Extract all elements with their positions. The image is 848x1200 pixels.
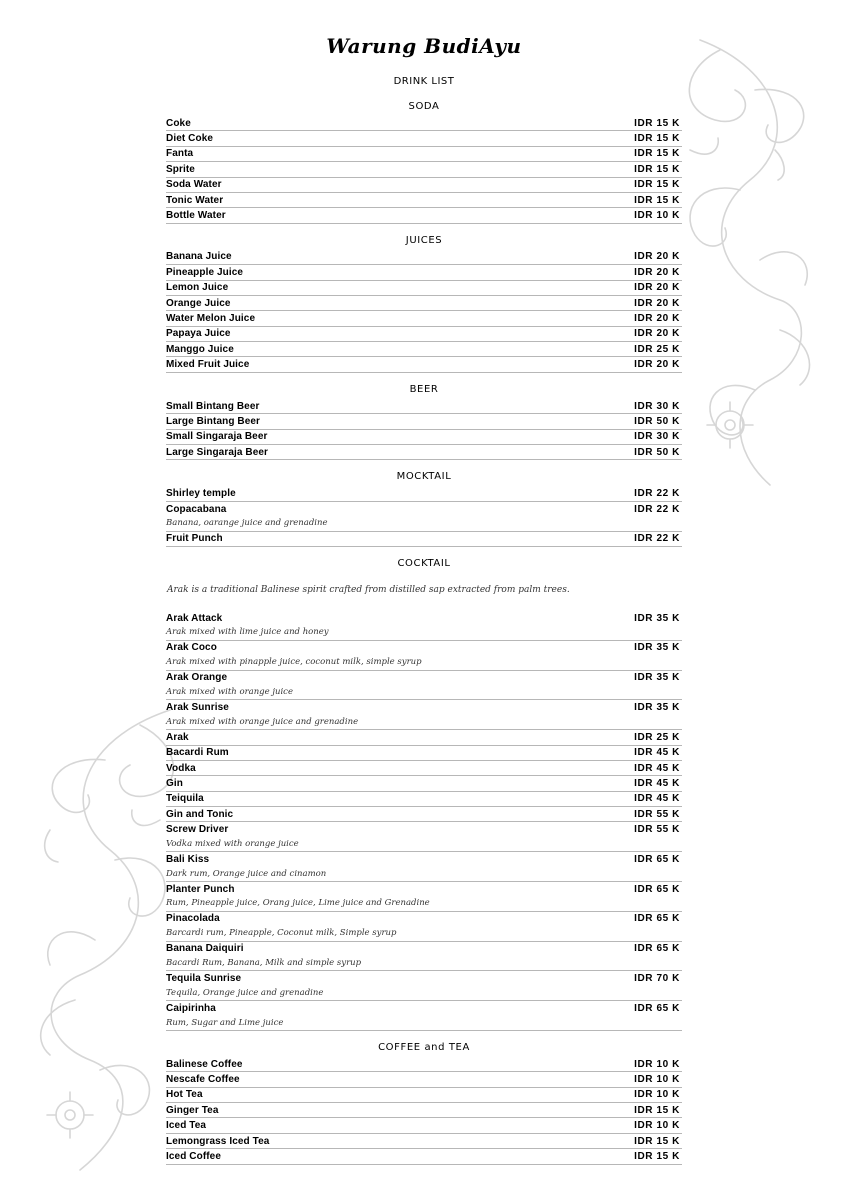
menu-item-row bbox=[166, 486, 682, 500]
menu-item bbox=[166, 1149, 682, 1164]
item-price: IDR 35 K bbox=[634, 672, 680, 684]
item-name: Nescafe Coffee bbox=[166, 1074, 240, 1085]
item-name: Copacabana bbox=[166, 503, 227, 515]
item-price: IDR 20 K bbox=[634, 251, 680, 263]
item-price: IDR 65 K bbox=[634, 883, 680, 895]
menu-item-row bbox=[166, 445, 682, 459]
menu-item-row bbox=[166, 1057, 682, 1071]
item-price: IDR 20 K bbox=[634, 328, 680, 340]
item-price: IDR 65 K bbox=[634, 943, 680, 955]
item-price: IDR 45 K bbox=[634, 747, 680, 759]
menu-item-row bbox=[166, 193, 682, 207]
item-price: IDR 22 K bbox=[634, 488, 680, 500]
item-price: IDR 15 K bbox=[634, 1150, 680, 1162]
menu-item bbox=[166, 502, 682, 532]
section-title: COFFEE and TEA bbox=[378, 1041, 470, 1053]
item-price: IDR 15 K bbox=[634, 179, 680, 191]
menu-item-row bbox=[166, 1072, 682, 1086]
menu-item bbox=[166, 445, 682, 460]
item-name: Soda Water bbox=[166, 179, 222, 191]
item-name: Gin bbox=[166, 777, 183, 789]
item-name: Teiquila bbox=[166, 793, 204, 805]
menu-item bbox=[166, 611, 682, 641]
item-name: Small Singaraja Beer bbox=[166, 431, 268, 443]
menu-item bbox=[166, 430, 682, 445]
menu-item bbox=[166, 1001, 682, 1031]
menu-item bbox=[166, 1057, 682, 1072]
menu-item bbox=[166, 807, 682, 822]
menu-item-row bbox=[166, 882, 682, 896]
section-title: COCKTAIL bbox=[397, 557, 451, 569]
menu-item bbox=[166, 942, 682, 972]
menu-item-row bbox=[166, 1149, 682, 1163]
item-price: IDR 50 K bbox=[634, 415, 680, 427]
menu-item bbox=[166, 1118, 682, 1133]
menu-item bbox=[166, 1072, 682, 1087]
menu-item bbox=[166, 311, 682, 326]
item-price: IDR 15 K bbox=[634, 133, 680, 145]
item-name: Iced Coffee bbox=[166, 1150, 222, 1162]
menu-item bbox=[166, 162, 682, 177]
floral-ornament-icon bbox=[20, 700, 190, 1180]
menu-item bbox=[166, 761, 682, 776]
item-name: Arak Sunrise bbox=[166, 702, 229, 714]
restaurant-name: Warung BudiAyu bbox=[326, 34, 522, 58]
item-description: Vodka mixed with orange juice bbox=[166, 838, 299, 849]
menu-item bbox=[166, 1088, 682, 1103]
item-name: Fanta bbox=[166, 148, 194, 160]
item-price: IDR 35 K bbox=[634, 702, 680, 714]
item-price: IDR 15 K bbox=[634, 148, 680, 160]
section-title: MOCKTAIL bbox=[396, 471, 452, 483]
menu-item-row bbox=[166, 1134, 682, 1148]
item-name: Small Bintang Beer bbox=[166, 400, 260, 412]
item-price: IDR 20 K bbox=[634, 266, 680, 278]
menu-item bbox=[166, 281, 682, 296]
menu-item-row bbox=[166, 792, 682, 806]
menu-item-row bbox=[166, 822, 682, 836]
item-name: Shirley temple bbox=[166, 488, 236, 500]
menu-item bbox=[166, 265, 682, 280]
drink-menu bbox=[166, 100, 682, 1165]
menu-item bbox=[166, 327, 682, 342]
menu-item bbox=[166, 193, 682, 208]
item-price: IDR 25 K bbox=[634, 731, 680, 743]
item-price: IDR 55 K bbox=[634, 808, 680, 820]
item-description: Barcardi rum, Pineapple, Coconut milk, Simple syrup bbox=[166, 928, 397, 939]
menu-item-row bbox=[166, 1118, 682, 1132]
menu-item-row bbox=[166, 265, 682, 279]
menu-item-row bbox=[166, 147, 682, 161]
item-name: Bottle Water bbox=[166, 210, 226, 222]
item-name: Planter Punch bbox=[166, 883, 235, 895]
item-name: Balinese Coffee bbox=[166, 1058, 243, 1070]
item-price: IDR 10 K bbox=[634, 1120, 680, 1132]
item-price: IDR 45 K bbox=[634, 793, 680, 805]
item-price: IDR 45 K bbox=[634, 762, 680, 774]
item-description: Arak mixed with pinapple juice, coconut milk, simple syrup bbox=[166, 657, 422, 668]
menu-item-row bbox=[166, 611, 682, 625]
menu-item bbox=[166, 147, 682, 162]
item-name: Lemon Juice bbox=[166, 282, 229, 294]
item-name: Lemongrass Iced Tea bbox=[166, 1135, 270, 1147]
item-name: Manggo Juice bbox=[166, 343, 234, 355]
item-name: Large Bintang Beer bbox=[166, 415, 261, 427]
item-price: IDR 22 K bbox=[634, 503, 680, 515]
item-price: IDR 45 K bbox=[634, 777, 680, 789]
item-price: IDR 15 K bbox=[634, 1104, 680, 1116]
menu-item bbox=[166, 296, 682, 311]
item-name: Water Melon Juice bbox=[166, 312, 256, 324]
section-title: JUICES bbox=[405, 234, 443, 246]
item-description: Arak mixed with orange juice bbox=[166, 686, 293, 697]
menu-item bbox=[166, 116, 682, 131]
menu-item-row bbox=[166, 746, 682, 760]
menu-item bbox=[166, 852, 682, 882]
item-price: IDR 55 K bbox=[634, 824, 680, 836]
menu-item-row bbox=[166, 311, 682, 325]
item-name: Arak bbox=[166, 731, 189, 743]
item-price: IDR 70 K bbox=[634, 973, 680, 985]
floral-ornament-icon bbox=[660, 30, 820, 500]
menu-item-row bbox=[166, 730, 682, 744]
item-description: Rum, Sugar and Lime juice bbox=[166, 1017, 284, 1028]
item-description: Dark rum, Orange juice and cinamon bbox=[166, 868, 327, 879]
menu-item-row bbox=[166, 1001, 682, 1015]
item-description: Arak mixed with lime juice and honey bbox=[166, 627, 329, 638]
item-price: IDR 35 K bbox=[634, 642, 680, 654]
item-name: Banana Juice bbox=[166, 251, 232, 263]
item-price: IDR 25 K bbox=[634, 343, 680, 355]
menu-item bbox=[166, 357, 682, 372]
menu-item bbox=[166, 882, 682, 912]
item-name: Banana Daiquiri bbox=[166, 943, 244, 955]
item-price: IDR 10 K bbox=[634, 210, 680, 222]
item-price: IDR 20 K bbox=[634, 312, 680, 324]
item-price: IDR 65 K bbox=[634, 913, 680, 925]
item-price: IDR 15 K bbox=[634, 194, 680, 206]
menu-item-row bbox=[166, 852, 682, 866]
menu-item-row bbox=[166, 414, 682, 428]
item-name: Mixed Fruit Juice bbox=[166, 359, 250, 371]
item-name: Papaya Juice bbox=[166, 328, 231, 340]
menu-item bbox=[166, 1134, 682, 1149]
item-price: IDR 10 K bbox=[634, 1058, 680, 1070]
menu-item-row bbox=[166, 1103, 682, 1117]
item-description: Arak mixed with orange juice and grenadine bbox=[166, 716, 359, 727]
item-name: Arak Coco bbox=[166, 642, 217, 654]
item-name: Hot Tea bbox=[166, 1089, 203, 1101]
item-price: IDR 30 K bbox=[634, 431, 680, 443]
menu-item bbox=[166, 208, 682, 223]
section-title: SODA bbox=[408, 101, 440, 112]
menu-item bbox=[166, 486, 682, 501]
menu-item-row bbox=[166, 342, 682, 356]
menu-item bbox=[166, 912, 682, 942]
item-description: Banana, oarange juice and grenadine bbox=[166, 518, 328, 529]
menu-item-row bbox=[166, 357, 682, 371]
item-price: IDR 15 K bbox=[634, 117, 680, 129]
item-description: Rum, Pineapple juice, Orang juice, Lime juice and Grenadine bbox=[166, 898, 430, 909]
menu-item bbox=[166, 532, 682, 547]
item-price: IDR 10 K bbox=[634, 1089, 680, 1101]
item-name: Diet Coke bbox=[166, 133, 214, 145]
menu-item bbox=[166, 671, 682, 701]
menu-item-row bbox=[166, 281, 682, 295]
item-description: Bacardi Rum, Banana, Milk and simple syrup bbox=[166, 957, 362, 968]
item-name: Screw Driver bbox=[166, 824, 229, 836]
section-title: BEER bbox=[409, 383, 439, 395]
item-price: IDR 10 K bbox=[634, 1074, 680, 1085]
menu-item-row bbox=[166, 971, 682, 985]
item-price: IDR 65 K bbox=[634, 1002, 680, 1014]
item-name: Arak Orange bbox=[166, 672, 228, 684]
item-name: Orange Juice bbox=[166, 297, 231, 309]
menu-subtitle: DRINK LIST bbox=[393, 76, 455, 87]
item-name: Tequila Sunrise bbox=[166, 973, 242, 985]
item-price: IDR 30 K bbox=[634, 400, 680, 412]
item-price: IDR 65 K bbox=[634, 853, 680, 865]
menu-item-row bbox=[166, 532, 682, 546]
menu-item-row bbox=[166, 327, 682, 341]
item-price: IDR 15 K bbox=[634, 163, 680, 175]
menu-item-row bbox=[166, 208, 682, 222]
item-name: Arak Attack bbox=[166, 612, 223, 624]
item-price: IDR 20 K bbox=[634, 359, 680, 371]
menu-item bbox=[166, 250, 682, 265]
menu-item-row bbox=[166, 296, 682, 310]
menu-item-row bbox=[166, 700, 682, 714]
item-price: IDR 20 K bbox=[634, 297, 680, 309]
menu-item-row bbox=[166, 671, 682, 685]
item-price: IDR 35 K bbox=[634, 612, 680, 624]
menu-item-row bbox=[166, 776, 682, 790]
item-name: Tonic Water bbox=[166, 194, 224, 206]
item-price: IDR 50 K bbox=[634, 446, 680, 458]
menu-item bbox=[166, 776, 682, 791]
menu-item bbox=[166, 342, 682, 357]
item-name: Sprite bbox=[166, 163, 195, 175]
menu-item bbox=[166, 746, 682, 761]
item-name: Vodka bbox=[166, 762, 196, 774]
menu-item bbox=[166, 131, 682, 146]
menu-item-row bbox=[166, 131, 682, 145]
menu-item bbox=[166, 178, 682, 193]
item-name: Large Singaraja Beer bbox=[166, 446, 269, 458]
menu-item-row bbox=[166, 502, 682, 516]
item-name: Bacardi Rum bbox=[166, 747, 229, 759]
item-name: Iced Tea bbox=[166, 1120, 207, 1132]
menu-item-row bbox=[166, 942, 682, 956]
menu-item-row bbox=[166, 116, 682, 130]
item-price: IDR 20 K bbox=[634, 282, 680, 294]
menu-item bbox=[166, 1103, 682, 1118]
menu-item-row bbox=[166, 178, 682, 192]
menu-item bbox=[166, 822, 682, 852]
menu-item bbox=[166, 414, 682, 429]
item-name: Pinacolada bbox=[166, 913, 220, 925]
section-intro: Arak is a traditional Balinese spirit crafted from distilled sap extracted from palm trees. bbox=[167, 584, 570, 595]
menu-item bbox=[166, 971, 682, 1001]
menu-item-row bbox=[166, 250, 682, 264]
menu-item bbox=[166, 792, 682, 807]
item-name: Caipirinha bbox=[166, 1002, 216, 1014]
menu-item-row bbox=[166, 162, 682, 176]
item-description: Tequila, Orange juice and grenadine bbox=[166, 987, 324, 998]
menu-item-row bbox=[166, 761, 682, 775]
menu-item-row bbox=[166, 807, 682, 821]
item-name: Bali Kiss bbox=[166, 853, 210, 865]
item-name: Gin and Tonic bbox=[166, 808, 234, 820]
item-name: Ginger Tea bbox=[166, 1104, 219, 1116]
item-name: Fruit Punch bbox=[166, 533, 223, 545]
item-price: IDR 15 K bbox=[634, 1135, 680, 1147]
menu-item-row bbox=[166, 641, 682, 655]
menu-item bbox=[166, 730, 682, 745]
item-name: Pineapple Juice bbox=[166, 266, 244, 278]
menu-item bbox=[166, 700, 682, 730]
item-price: IDR 22 K bbox=[634, 533, 680, 545]
menu-item bbox=[166, 641, 682, 671]
menu-item bbox=[166, 399, 682, 414]
menu-item-row bbox=[166, 1088, 682, 1102]
menu-item-row bbox=[166, 430, 682, 444]
menu-item-row bbox=[166, 399, 682, 413]
item-name: Coke bbox=[166, 117, 191, 129]
menu-item-row bbox=[166, 912, 682, 926]
